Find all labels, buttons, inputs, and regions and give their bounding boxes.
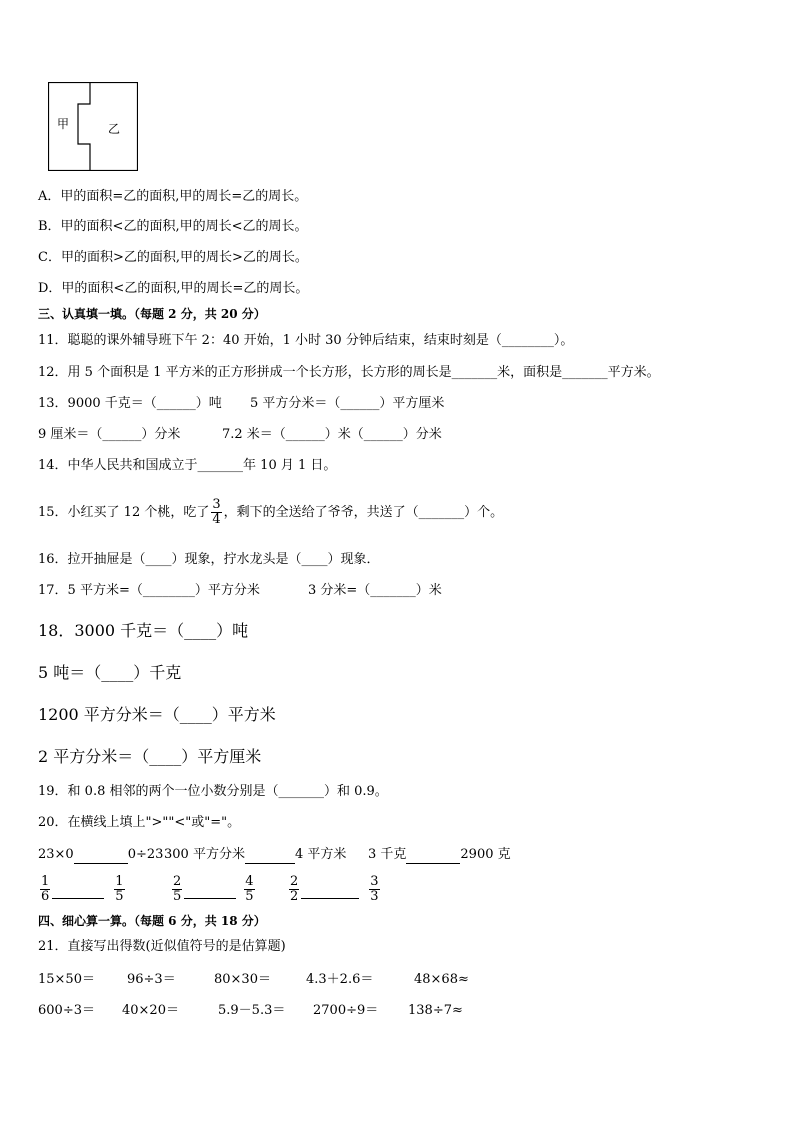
question-15-before: 15．小红买了 12 个桃，吃了 bbox=[38, 505, 210, 520]
calc-1: 15×50＝ bbox=[38, 972, 95, 987]
calc-5: 48×68≈ bbox=[414, 972, 469, 987]
question-13-part2: 5 平方分米＝（______）平方厘米 bbox=[250, 396, 445, 411]
answer-blank[interactable] bbox=[406, 863, 460, 864]
fraction bbox=[244, 875, 254, 904]
fraction-numerator: 3 bbox=[212, 497, 221, 512]
question-18-line2: 5 吨＝（____）千克 bbox=[38, 663, 182, 682]
fraction-denominator: 5 bbox=[173, 889, 182, 904]
fraction-numerator: 4 bbox=[245, 874, 254, 889]
comparison-1-left: 23×0 bbox=[38, 847, 74, 862]
calc-7: 40×20＝ bbox=[122, 1003, 179, 1018]
question-15 bbox=[38, 493, 503, 533]
answer-blank[interactable] bbox=[52, 898, 104, 899]
fraction-three-quarters bbox=[211, 498, 221, 527]
question-17-part2: 3 分米=（_______）米 bbox=[308, 583, 442, 598]
figure-label-jia: 甲 bbox=[57, 117, 70, 131]
fraction-denominator: 2 bbox=[290, 889, 299, 904]
option-b: B．甲的面积<乙的面积,甲的周长<乙的周长。 bbox=[38, 219, 308, 234]
question-13-part1: 13．9000 千克＝（______）吨 bbox=[38, 396, 222, 411]
question-15-after: ，剩下的全送给了爷爷，共送了（_______）个。 bbox=[223, 505, 504, 520]
fraction-denominator: 6 bbox=[41, 889, 50, 904]
question-18-line1: 18．3000 千克＝（____）吨 bbox=[38, 621, 249, 640]
comparison-3-left: 3 千克 bbox=[368, 847, 407, 862]
option-c: C．甲的面积>乙的面积,甲的周长>乙的周长。 bbox=[38, 250, 308, 265]
question-20-title: 20．在横线上填上">""<"或"="。 bbox=[38, 815, 241, 830]
calc-6: 600÷3＝ bbox=[38, 1003, 95, 1018]
question-21-title: 21．直接写出得数(近似值符号的是估算题) bbox=[38, 939, 286, 954]
comparison-2-left: 300 平方分米 bbox=[164, 847, 245, 862]
jia-yi-figure bbox=[48, 82, 138, 171]
fraction-numerator: 2 bbox=[290, 874, 299, 889]
answer-blank[interactable] bbox=[245, 863, 295, 864]
question-18-line4: 2 平方分米＝（____）平方厘米 bbox=[38, 747, 262, 766]
figure-label-yi: 乙 bbox=[108, 122, 121, 136]
fraction-denominator: 5 bbox=[245, 889, 254, 904]
fraction-numerator: 2 bbox=[173, 874, 182, 889]
fraction-numerator: 1 bbox=[115, 874, 124, 889]
section-4-title: 四、细心算一算。（每题 6 分，共 18 分） bbox=[38, 914, 266, 928]
question-11: 11．聪聪的课外辅导班下午 2：40 开始，1 小时 30 分钟后结束，结束时刻是（________）。 bbox=[38, 333, 574, 348]
fraction bbox=[40, 875, 50, 904]
question-13-part3: 9 厘米＝（______）分米 bbox=[38, 427, 181, 442]
option-a: A．甲的面积=乙的面积,甲的周长=乙的周长。 bbox=[38, 189, 308, 204]
fraction-comparison-1 bbox=[38, 873, 127, 907]
answer-blank[interactable] bbox=[301, 898, 359, 899]
calc-8: 5.9－5.3＝ bbox=[218, 1003, 286, 1018]
question-18-line3: 1200 平方分米＝（____）平方米 bbox=[38, 705, 276, 724]
question-13-part4: 7.2 米＝（______）米（______）分米 bbox=[222, 427, 442, 442]
fraction bbox=[114, 875, 124, 904]
comparison-2-right: 4 平方米 bbox=[294, 847, 347, 862]
calc-10: 138÷7≈ bbox=[408, 1003, 463, 1018]
question-14: 14．中华人民共和国成立于_______年 10 月 1 日。 bbox=[38, 458, 337, 473]
comparison-3-right: 2900 克 bbox=[460, 847, 511, 862]
fraction-denominator: 5 bbox=[115, 889, 124, 904]
calc-4: 4.3＋2.6＝ bbox=[306, 972, 374, 987]
calc-3: 80×30＝ bbox=[214, 972, 271, 987]
fraction bbox=[289, 875, 299, 904]
fraction bbox=[172, 875, 182, 904]
question-16: 16．拉开抽屉是（____）现象，拧水龙头是（____）现象． bbox=[38, 552, 380, 567]
comparison-3 bbox=[368, 846, 511, 864]
fraction bbox=[369, 875, 379, 904]
fraction-denominator: 3 bbox=[370, 889, 379, 904]
answer-blank[interactable] bbox=[74, 863, 128, 864]
question-19: 19．和 0.8 相邻的两个一位小数分别是（_______）和 0.9。 bbox=[38, 784, 388, 799]
comparison-2 bbox=[164, 846, 346, 864]
option-d: D．甲的面积<乙的面积,甲的周长=乙的周长。 bbox=[38, 281, 309, 296]
question-12: 12．用 5 个面积是 1 平方米的正方形拼成一个长方形，长方形的周长是_______米，面积是_______平方米。 bbox=[38, 365, 660, 380]
section-3-title: 三、认真填一填。（每题 2 分，共 20 分） bbox=[38, 307, 266, 321]
fraction-denominator: 4 bbox=[212, 512, 221, 527]
question-17-part1: 17．5 平方米=（________）平方分米 bbox=[38, 583, 260, 598]
comparison-1 bbox=[38, 846, 163, 864]
calc-2: 96÷3＝ bbox=[127, 972, 176, 987]
fraction-comparison-2 bbox=[170, 873, 257, 907]
fraction-numerator: 3 bbox=[370, 874, 379, 889]
answer-blank[interactable] bbox=[184, 898, 236, 899]
calc-9: 2700÷9＝ bbox=[313, 1003, 379, 1018]
comparison-1-right: 0÷23 bbox=[127, 847, 164, 862]
fraction-comparison-3 bbox=[287, 873, 382, 907]
fraction-numerator: 1 bbox=[41, 874, 50, 889]
